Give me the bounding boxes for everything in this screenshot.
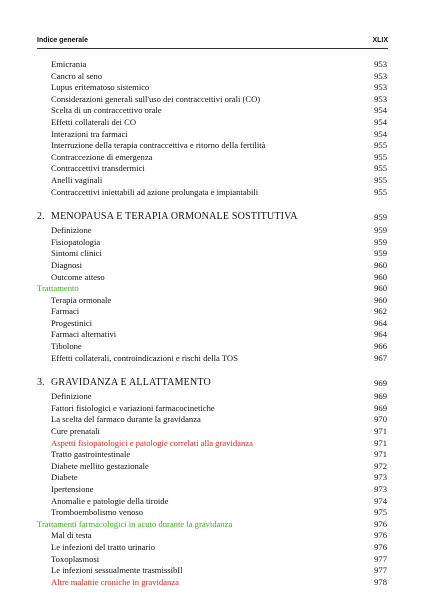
chapter-number: 3. bbox=[37, 377, 45, 389]
toc-entry[interactable]: Fattori fisiologici e variazioni farmacocinetiche 969 bbox=[51, 402, 387, 413]
header-page-number: XLIX bbox=[372, 37, 388, 44]
toc-entry[interactable]: Definizione 969 bbox=[51, 391, 387, 402]
toc-entry[interactable]: Cancro al seno 953 bbox=[51, 70, 387, 81]
toc-entry[interactable]: Tibolone 966 bbox=[51, 341, 387, 352]
table-of-contents bbox=[37, 59, 387, 588]
toc-entry[interactable]: Progestinici 964 bbox=[51, 317, 387, 328]
toc-entry[interactable]: Effetti collaterali dei CO 954 bbox=[51, 116, 387, 127]
toc-entry[interactable]: Diabete 973 bbox=[51, 472, 387, 483]
chapter-heading-menopausa[interactable] bbox=[37, 209, 387, 225]
toc-entry[interactable]: Effetti collaterali, controindicazioni e rischi della TOS 967 bbox=[51, 352, 387, 363]
toc-entry[interactable]: Interruzione della terapia contraccettiva e ritorno della fertilità 955 bbox=[51, 140, 387, 151]
toc-entry[interactable]: Contraccezione di emergenza 955 bbox=[51, 151, 387, 162]
chapter-title: MENOPAUSA E TERAPIA ORMONALE SOSTITUTIVA bbox=[51, 211, 298, 223]
toc-entry[interactable]: Emicrania 953 bbox=[51, 59, 387, 69]
chapter-number: 2. bbox=[37, 211, 45, 223]
toc-entry[interactable]: Farmaci 962 bbox=[51, 306, 387, 317]
toc-entry[interactable]: Scelta di un contraccettivo orale 954 bbox=[51, 105, 387, 116]
chapter-page: 969 bbox=[374, 378, 387, 389]
toc-entry[interactable]: Toxoplasmosi 977 bbox=[51, 553, 387, 564]
toc-entry[interactable]: Cure prenatali 971 bbox=[51, 426, 387, 437]
toc-entry[interactable]: Ipertensione 973 bbox=[51, 484, 387, 494]
toc-entry[interactable]: Outcome atteso 960 bbox=[51, 271, 387, 282]
toc-entry[interactable]: Definizione 959 bbox=[51, 225, 387, 236]
page-header bbox=[37, 36, 388, 49]
toc-subsection-malattie-croniche[interactable]: Altre malattie croniche in gravidanza 978 bbox=[51, 576, 387, 587]
chapter-title: GRAVIDANZA E ALLATTAMENTO bbox=[51, 377, 211, 389]
header-title: Indice generale bbox=[37, 37, 88, 44]
toc-subsection-trattamento[interactable]: Trattamento 960 bbox=[37, 283, 387, 294]
toc-entry[interactable]: Mal di testa 976 bbox=[51, 530, 387, 541]
toc-entry[interactable]: Interazioni tra farmaci 954 bbox=[51, 128, 387, 139]
toc-entry[interactable]: Considerazioni generali sull'uso dei contraccettivi orali (CO) 953 bbox=[51, 93, 387, 104]
toc-entry[interactable]: Terapia ormonale 960 bbox=[51, 294, 387, 305]
toc-entry[interactable]: Anelli vaginali 955 bbox=[51, 174, 387, 185]
toc-subsection-trattamenti-acuto[interactable]: Trattamenti farmacologici in acuto durante la gravidanza 976 bbox=[37, 518, 387, 529]
toc-subsection-aspetti-fisiopatologici[interactable]: Aspetti fisiopatologici e patologie correlati alla gravidanza 971 bbox=[51, 437, 387, 448]
toc-entry[interactable]: Diabete mellito gestazionale 972 bbox=[51, 460, 387, 471]
toc-entry[interactable]: Le infezioni sessualmente trasmissibIl 977 bbox=[51, 565, 387, 576]
toc-entry[interactable]: Tromboembolismo venoso 975 bbox=[51, 507, 387, 518]
toc-entry[interactable]: Fisiopatologia 959 bbox=[51, 236, 387, 247]
section-spacer bbox=[37, 364, 387, 375]
toc-entry[interactable]: Anomalie e patologie della tiroide 974 bbox=[51, 495, 387, 506]
toc-entry[interactable]: Farmaci alternativi 964 bbox=[51, 329, 387, 340]
toc-entry[interactable]: La scelta del farmaco durante la gravidanza 970 bbox=[51, 414, 387, 425]
toc-entry[interactable]: Le infezioni del tratto urinario 976 bbox=[51, 541, 387, 552]
toc-entry[interactable]: Tratto gastrointestinale 971 bbox=[51, 449, 387, 460]
toc-entry[interactable]: Lupus eritematoso sistemico 953 bbox=[51, 82, 387, 93]
toc-entry[interactable]: Sintomi clinici 959 bbox=[51, 248, 387, 259]
toc-entry[interactable]: Contraccettivi transdermici 955 bbox=[51, 163, 387, 174]
chapter-page: 959 bbox=[374, 212, 387, 223]
toc-entry[interactable]: Contraccettivi iniettabili ad azione prolungata e impiantabili 955 bbox=[51, 186, 387, 197]
chapter-heading-gravidanza[interactable] bbox=[37, 375, 387, 391]
section-spacer bbox=[37, 198, 387, 209]
toc-entry[interactable]: Diagnosi 960 bbox=[51, 259, 387, 270]
